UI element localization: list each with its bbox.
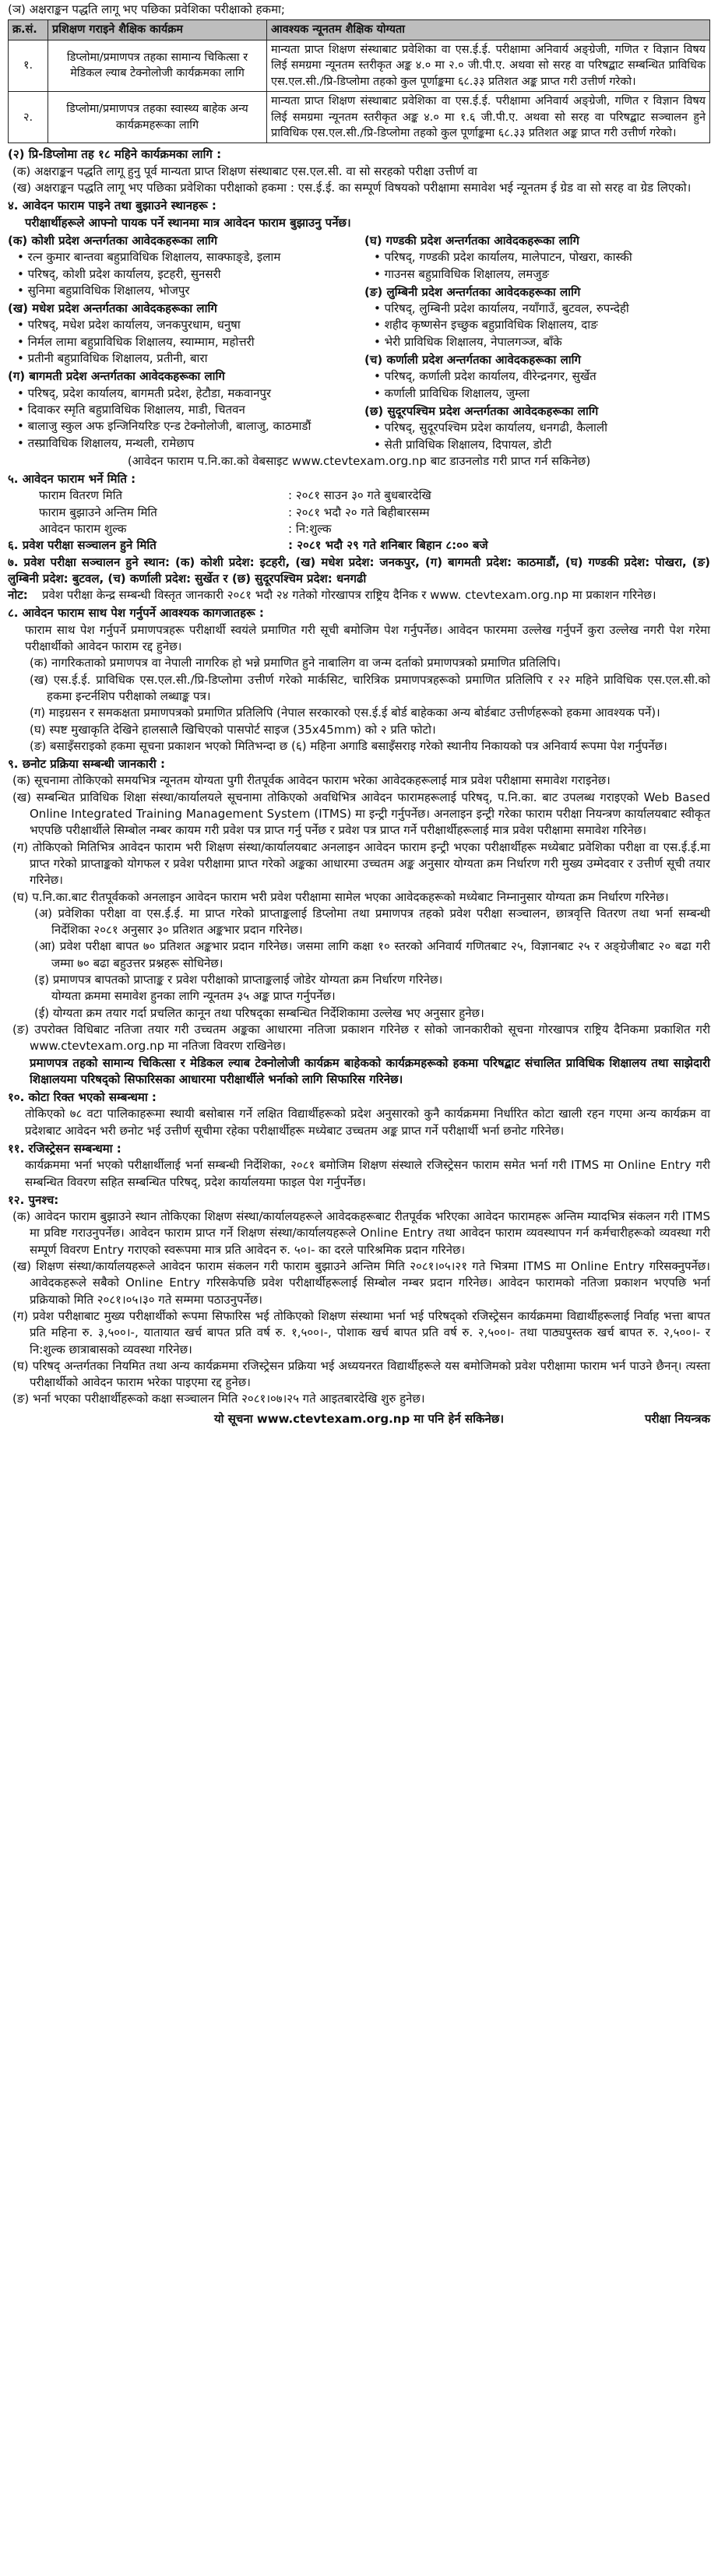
table-cell-program: डिप्लोमा/प्रमाणपत्र तहका स्वास्थ्य बाहेक अन्य कार्यक्रमहरूका लागि (48, 92, 267, 143)
section8-title: ८. आवेदन फाराम साथ पेश गर्नुपर्ने आवश्यक कागजातहरू : (8, 606, 264, 621)
centre-heading: (ङ) लुम्बिनी प्रदेश अन्तर्गतका आवेदकहरूका लागि (364, 284, 581, 299)
section10-title: १०. कोटा रिक्त भएको सम्बन्धमा : (8, 1090, 157, 1105)
table-cell-program: डिप्लोमा/प्रमाणपत्र तहका सामान्य चिकित्सा र मेडिकल ल्याब टेक्नोलोजी कार्यक्रमका लागि (48, 40, 267, 91)
table-cell-sn: २. (9, 92, 48, 143)
note-row (8, 587, 710, 604)
centre-item: • परिषद्, कोशी प्रदेश कार्यालय, इटहरी, सुनसरी (8, 266, 354, 283)
centre-item: • बालाजु स्कुल अफ इन्जिनियरिङ एन्ड टेक्नोलोजी, बालाजु, काठमाडौं (8, 418, 354, 435)
intro-line: (ञ) अक्षराङ्कन पद्धति लागू भए पछिका प्रवेशिका परीक्षाको हकमा; (8, 2, 285, 16)
section9-item: (ङ) उपरोक्त विधिबाट नतिजा तयार गरी उच्चतम अङ्कका आधारमा नतिजा प्रकाशन गरिनेछ र सोको जानकारीको सूचना गोरखापत्र राष्ट्रिय दैनिकमा प्रकाशित गरी www.ctevtexam.org.np मा नतिजा विवरण राखिनेछ। (12, 1022, 710, 1054)
centre-item: • तस्प्राविधिक शिक्षालय, मन्थली, रामेछाप (8, 435, 354, 452)
section8-item: (ग) माइग्रसन र समकक्षता प्रमाणपत्रको प्रमाणित प्रतिलिपि (नेपाल सरकारको एस.ई.ई बोर्ड बाहेकका अन्य बोर्डबाट उत्तीर्णहरूको हकमा आवश्यक पर्ने)। (30, 706, 660, 720)
section2-item: (ख) अक्षराङ्कन पद्धति लागू भए पछिका प्रवेशिका परीक्षाको हकमा : एस.ई.ई. का सम्पूर्ण विषयको परीक्षामा समावेश भई न्यूनतम ई ग्रेड वा सो सरह वा ग्रेड लिएको। (12, 181, 692, 195)
centre-item: • निर्मल लामा बहुप्राविधिक शिक्षालय, स्याम्माम, महोत्तरी (8, 334, 354, 350)
schedule-value: : २०८१ भदौ २० गते बिहीबारसम्म (288, 505, 430, 519)
schedule-value: : २०८१ साउन ३० गते बुधबारदेखि (288, 488, 431, 503)
section12-title: १२. पुनश्च: (8, 1192, 59, 1207)
footer-spacer (8, 1411, 101, 1427)
section9-item: (क) सूचनामा तोकिएको समयभित्र न्यूनतम योग्यता पुगी रीतपूर्वक आवेदन फाराम भरेका आवेदकहरूलाई मात्र प्रवेश परीक्षामा समावेश गराइनेछ। (12, 773, 611, 788)
section4-title: ४. आवेदन फाराम पाइने तथा बुझाउने स्थानहरू : (8, 199, 216, 213)
section2-title: (२) प्रि-डिप्लोमा तह १८ महिने कार्यक्रमका लागि : (8, 147, 222, 162)
section8-item: (ख) एस.ई.ई. प्राविधिक एस.एल.सी./प्रि-डिप्लोमा उत्तीर्ण गरेको मार्कसिट, चारित्रिक प्रमाणपत्रहरूको प्रमाणित प्रतिलिपि र २२ महिने प्राविधिक एस.एल.सी.को हकमा इन्टर्नशिप परीक्षाको लब्धाङ्क पत्र। (30, 672, 710, 703)
centre-heading: (ख) मधेश प्रदेश अन्तर्गतका आवेदकहरूका लागि (8, 301, 217, 316)
table-header-qualification: आवश्यक न्यूनतम शैक्षिक योग्यता (267, 20, 710, 40)
section9-item: (ग) तोकिएको मितिभित्र आवेदन फाराम भरी शिक्षण संस्था/कार्यालयबाट अनलाइन आवेदन फाराम इन्ट्री भएका परीक्षार्थीहरू मध्येबाट प्रवेशिका परीक्षा वा एस.ई.ई.मा प्राप्त गरेको प्राप्ताङ्कको योगफल र प्रवेश परीक्षामा प्राप्त गरेको अङ्कका आधारमा उच्चतम अङ्क अनुसार योग्यता क्रम निर्धारण गरी मुख्य उम्मेदवार र उत्तीर्ण सूची तयार गरिनेछ। (12, 839, 710, 888)
centres-right-column (364, 231, 710, 453)
section9-subitem: (इ) प्रमाणपत्र बापतको प्राप्ताङ्क र प्रवेश परीक्षाको प्राप्ताङ्कलाई जोडेर योग्यता क्रम निर्धारण गरिनेछ। (34, 973, 443, 987)
footer (8, 1411, 710, 1427)
section12-item: (घ) परिषद् अन्तर्गतका नियमित तथा अन्य कार्यक्रममा रजिस्ट्रेसन प्रक्रिया भई अध्ययनरत विद्यार्थीहरूले यस बमोजिमको प्रवेश परीक्षामा फाराम भर्न पाउने छैनन्। त्यस्ता परीक्षार्थीको आवेदन फाराम भरेका पाइएमा रद्द हुनेछ। (12, 1358, 710, 1390)
footer-signatory: परीक्षा नियन्त्रक (645, 1411, 710, 1426)
note-text: प्रवेश परीक्षा केन्द्र सम्बन्धी विस्तृत जानकारी २०८१ भदौ २४ गतेको गोरखापत्र राष्ट्रिय दैनिक र www. ctevtexam.org.np मा प्रकाशन गरिनेछ। (42, 588, 656, 603)
section8-item: (क) नागरिकताको प्रमाणपत्र वा नेपाली नागरिक हो भन्ने प्रमाणित हुने नाबालिग वा जन्म दर्ताको प्रमाणपत्रको प्रमाणित प्रतिलिपि। (30, 656, 561, 670)
download-note: (आवेदन फाराम प.नि.का.को वेबसाइट www.ctevtexam.org.np बाट डाउनलोड गरी प्राप्त गर्न सकिनेछ) (127, 453, 591, 468)
section9-item: (ख) सम्बन्धित प्राविधिक शिक्षा संस्था/कार्यालयले सूचनामा तोकिएको अवधिभित्र आवेदन फारामहरूलाई परिषद्, प.नि.का. बाट उपलब्ध गराइएको Web Based Online Integrated Training Management System (ITMS) मा इन्ट्री गर्नुपर्नेछ। अनलाइन इन्ट्री गरेका फाराम परीक्षा नियन्त्रण कार्यालयबाट स्वीकृत भएपछि परीक्षार्थीले सिम्बोल नम्बर कायम गरी प्रवेश पत्र प्राप्त गर्नु पर्नेछ र प्रवेश पत्र प्राप्त गर्ने परीक्षार्थीहरूलाई मात्र प्रवेश परीक्षामा समावेश गरिनेछ। (12, 790, 710, 838)
section12-item: (ङ) भर्ना भएका परीक्षार्थीहरूको कक्षा सञ्चालन मिति २०८१।०७।२५ गते आइतबारदेखि शुरु हुनेछ। (12, 1392, 425, 1406)
centre-item: • सेती प्राविधिक शिक्षालय, दिपायल, डोटी (364, 437, 710, 453)
centre-item: • रत्न कुमार बान्तवा बहुप्राविधिक शिक्षालय, साक्फाङ्डे, इलाम (8, 249, 354, 266)
schedule-row (8, 521, 710, 537)
table-cell-qualification: मान्यता प्राप्त शिक्षण संस्थाबाट प्रवेशिका वा एस.ई.ई. परीक्षामा अनिवार्य अङ्ग्रेजी, गणित र विज्ञान विषय लिई समग्रमा न्यूनतम स्तरीकृत अङ्क ४.० मा १.६ जी.पी.ए. अथवा सो सरह वा परिषद्बाट सञ्चालन हुने प्राविधिक एस.एल.सी./प्रि-डिप्लोमा तहको कुल पूर्णाङ्कमा ६८.३३ प्रतिशत अङ्क प्राप्त गरी उत्तीर्ण गरेको। (267, 92, 710, 143)
centre-item: • परिषद्, गण्डकी प्रदेश कार्यालय, मालेपाटन, पोखरा, कास्की (364, 249, 710, 266)
section9-title: ९. छनोट प्रक्रिया सम्बन्धी जानकारी : (8, 757, 166, 772)
section8-item: (घ) स्पष्ट मुखाकृति देखिने हालसालै खिचिएको पासपोर्ट साइज (35x45mm) को २ प्रति फोटो। (30, 722, 436, 737)
section9-minimum-score: योग्यता क्रममा समावेश हुनका लागि न्यूनतम ३५ अङ्क प्राप्त गर्नुपर्नेछ। (51, 989, 336, 1004)
section4-subtitle: परीक्षार्थीहरूले आफ्नो पायक पर्ने स्थानमा मात्र आवेदन फाराम बुझाउनु पर्नेछ। (25, 215, 351, 230)
centre-item: • परिषद्, मधेश प्रदेश कार्यालय, जनकपुरधाम, धनुषा (8, 317, 354, 333)
centre-heading: (छ) सुदूरपश्चिम प्रदेश अन्तर्गतका आवेदकहरूका लागि (364, 403, 599, 418)
table-header-row (9, 20, 710, 40)
schedule-value: : नि:शुल्क (288, 522, 332, 536)
centre-item: • सुनिमा बहुप्राविधिक शिक्षालय, भोजपुर (8, 283, 354, 299)
application-centres (8, 231, 710, 453)
schedule-label: फाराम वितरण मिति (39, 488, 123, 503)
centre-item: • भेरी प्राविधिक शिक्षालय, नेपालगञ्ज, बाँके (364, 334, 710, 350)
section11-title: ११. रजिस्ट्रेसन सम्बन्धमा : (8, 1141, 121, 1156)
schedule-row (8, 505, 710, 521)
centre-heading: (घ) गण्डकी प्रदेश अन्तर्गतका आवेदकहरूका लागि (364, 233, 579, 248)
schedule-label: फाराम बुझाउने अन्तिम मिति (39, 505, 157, 519)
section9-subitem: (अ) प्रवेशिका परीक्षा वा एस.ई.ई. मा प्राप्त गरेको प्राप्ताङ्कलाई डिप्लोमा तथा प्रमाणपत्र तहको प्रवेश परीक्षा सञ्चालन, छात्रवृत्ति वितरण तथा भर्ना सम्बन्धी निर्देशिका २०८१ अनुसार ३० प्रतिशत अङ्कभार प्रदान गरिनेछ। (34, 906, 710, 938)
section5-title: ५. आवेदन फाराम भर्ने मिति : (8, 472, 136, 487)
section12-item: (ख) शिक्षण संस्था/कार्यालयहरूले आवेदन फाराम संकलन गरी फाराम बुझाउने अन्तिम मिति २०८१।०५।२१ गते भित्रमा ITMS मा Online Entry गरिसक्नुपर्नेछ। आवेदकहरूले सबैको Online Entry गरिसकेपछि प्रवेश परीक्षार्थीहरूलाई सिम्बोल नम्बर प्रदान गरिनेछ। आवेदन फारामको नतिजा प्रकाशन भएपछि भर्ना प्रक्रियाको मिति २०८१।०५।३० गते सम्ममा पठाउनुपर्नेछ। (12, 1259, 710, 1307)
note-label: नोट: (8, 588, 28, 603)
table-row (9, 40, 710, 91)
centre-item: • परिषद्, लुम्बिनी प्रदेश कार्यालय, नयाँगाउँ, बुटवल, रुपन्देही (364, 301, 710, 317)
centre-item: • गाउनस बहुप्राविधिक शिक्षालय, लमजुङ (364, 266, 710, 283)
table-cell-sn: १. (9, 40, 48, 91)
schedule-label: आवेदन फाराम शुल्क (39, 522, 127, 536)
section11-text: कार्यक्रममा भर्ना भएको परीक्षार्थीलाई भर्ना सम्बन्धी निर्देशिका, २०८१ बमोजिम शिक्षण संस्थाले रजिस्ट्रेसन फाराम समेत भर्ना गरी ITMS मा Online Entry गरी सम्बन्धित विवरण सहित सम्बन्धित परिषद्, प्रदेश कार्यालयमा फाइल पेश गर्नुपर्नेछ। (25, 1158, 710, 1189)
table-header-sn: क्र.सं. (9, 20, 48, 40)
section9-subitem: (ई) योग्यता क्रम तयार गर्दा प्रचलित कानून तथा परिषद्का सम्बन्धित निर्देशिकामा उल्लेख भए अनुसार हुनेछ। (34, 1005, 484, 1020)
centre-heading: (ग) बागमती प्रदेश अन्तर्गतका आवेदकहरूका लागि (8, 369, 225, 384)
centre-item: • परिषद्, सुदूरपश्चिम प्रदेश कार्यालय, धनगढी, कैलाली (364, 420, 710, 436)
schedule-row (8, 487, 710, 504)
table-header-program: प्रशिक्षण गराइने शैक्षिक कार्यक्रम (48, 20, 267, 40)
centre-item: • शहीद कृष्णसेन इच्छुक बहुप्राविधिक शिक्षालय, दाङ (364, 317, 710, 333)
table-cell-qualification: मान्यता प्राप्त शिक्षण संस्थाबाट प्रवेशिका वा एस.ई.ई. परीक्षामा अनिवार्य अङ्ग्रेजी, गणित र विज्ञान विषय लिई समग्रमा न्यूनतम स्तरीकृत अङ्क ४.० मा २.० जी.पी.ए. अथवा सो सरह वा परिषद्बाट सम्बन्धित प्राविधिक एस.एल.सी./प्रि-डिप्लोमा तहको कुल पूर्णाङ्कमा ६८.३३ प्रतिशत अङ्क प्राप्त गरी उत्तीर्ण गरेको। (267, 40, 710, 91)
section2-item: (क) अक्षराङ्कन पद्धति लागू हुनु पूर्व मान्यता प्राप्त शिक्षण संस्थाबाट एस.एल.सी. वा सो सरहको परीक्षा उत्तीर्ण वा (12, 164, 477, 178)
centre-item: • कर्णाली प्राविधिक शिक्षालय, जुम्ला (364, 385, 710, 402)
centre-item: • दिवाकर स्मृति बहुप्राविधिक शिक्षालय, माडी, चितवन (8, 402, 354, 418)
section8-intro: फाराम साथ पेश गर्नुपर्ने प्रमाणपत्रहरू परीक्षार्थी स्वयंले प्रमाणित गरी सूची बमोजिम पेश गर्नुपर्नेछ। आवेदन फारममा उल्लेख गर्नुपर्ने कुरा उल्लेख नगरी पेश गरेमा परीक्षार्थीको आवेदन फाराम रद्द हुनेछ। (25, 622, 710, 654)
section7-text: ७. प्रवेश परीक्षा सञ्चालन हुने स्थान: (क) कोशी प्रदेश: इटहरी, (ख) मधेश प्रदेश: जनकपुर, (ग) बागमती प्रदेश: काठमाडौं, (घ) गण्डकी प्रदेश: पोखरा, (ङ) लुम्बिनी प्रदेश: बुटवल, (च) कर्णाली प्रदेश: सुर्खेत र (छ) सुदूरपश्चिम प्रदेश: धनगढी (8, 554, 710, 586)
section9-item: (घ) प.नि.का.बाट रीतपूर्वकको अनलाइन आवेदन फाराम भरी प्रवेश परीक्षामा सामेल भएका आवेदकहरूको मध्येबाट निम्नानुसार योग्यता क्रम निर्धारण गरिनेछ। (12, 889, 669, 904)
table-row (9, 92, 710, 143)
section6-label: ६. प्रवेश परीक्षा सञ्चालन हुने मिति (8, 538, 157, 553)
centre-item: • परिषद्, कर्णाली प्रदेश कार्यालय, वीरेन्द्रनगर, सुर्खेत (364, 368, 710, 385)
section9-subitem: (आ) प्रवेश परीक्षा बापत ७० प्रतिशत अङ्कभार प्रदान गरिनेछ। जसमा लागि कक्षा १० स्तरको अनिवार्य गणितबाट २५, विज्ञानबाट २५ र अङ्ग्रेजीबाट २० बढा गरी जम्मा ७० बढा बहुउत्तर प्रश्नहरू सोधिनेछ। (34, 939, 710, 970)
section6-value: : २०८१ भदौ २९ गते शनिबार बिहान ८:०० बजे (288, 538, 488, 553)
qualification-table (8, 19, 710, 143)
footer-website-note: यो सूचना www.ctevtexam.org.np मा पनि हेर्न सकिनेछ। (213, 1411, 505, 1426)
section6-row (8, 537, 710, 554)
centre-item: • प्रतीनी बहुप्राविधिक शिक्षालय, प्रतीनी, बारा (8, 350, 354, 367)
section12-item: (ग) प्रवेश परीक्षाबाट मुख्य परीक्षार्थीको रूपमा सिफारिस भई तोकिएको शिक्षण संस्थामा भर्ना भई परिषद्को रजिस्ट्रेसन कार्यक्रममा विद्यार्थीहरूलाई निर्वाह भत्ता बापत प्रति महिना रु. ३,५००।-, यातायात खर्च बापत प्रति वर्ष रु. १,५००।-, पोशाक खर्च बापत प्रति वर्ष रु. २,५००।- तथा पाठ्यपुस्तक खर्च बापत रु. २,५००।- र नि:शुल्क छात्राबासको व्यवस्था गरिनेछ। (12, 1308, 710, 1357)
centre-heading: (च) कर्णाली प्रदेश अन्तर्गतका आवेदकहरूका लागि (364, 353, 581, 368)
section10-text: तोकिएको ७८ वटा पालिकाहरूमा स्थायी बसोबास गर्ने लक्षित विद्यार्थीहरूको प्रदेश अनुसारको कुनै कार्यक्रममा निर्धारित कोटा खाली रहन गएमा अन्य कार्यक्रम वा प्रदेशबाट आवेदन भरी छनोट भई उत्तीर्ण सूचीमा रहेका परीक्षार्थीहरू मध्येबाट उच्चतम अङ्क प्राप्त गर्ने परीक्षार्थी भर्ना छनोट गरिनेछ। (25, 1107, 710, 1138)
section9-recommendation: प्रमाणपत्र तहको सामान्य चिकित्सा र मेडिकल ल्याब टेक्नोलोजी कार्यक्रम बाहेकको कार्यक्रमहरूको हकमा परिषद्बाट संचालित प्राविधिक शिक्षालय तथा साझेदारी शिक्षालयमा परिषद्को सिफारिसका आधारमा परीक्षार्थीले भर्नाको लागि सिफारिस गरिनेछ। (30, 1055, 710, 1086)
centres-left-column (8, 231, 354, 453)
section12-item: (क) आवेदन फाराम बुझाउने स्थान तोकिएका शिक्षण संस्था/कार्यालयहरूले आवेदकहरूबाट रीतपूर्वक भरिएका आवेदन फारामहरू अन्तिम म्यादभित्र संकलन गरी ITMS मा प्रविष्ट गराउनुपर्नेछ। आवेदन फाराम प्राप्त गर्ने शिक्षण संस्था/कार्यालयहरूले Online Entry तथा आवेदन फाराम व्यवस्थापन गर्न कर्मचारीहरूको व्यवस्था गरी सम्पूर्ण विवरण Entry गराएको स्वरूपमा मात्र प्रति आवेदन रु. ५०।- का दरले पारिश्रमिक प्रदान गरिनेछ। (12, 1209, 710, 1257)
centre-item: • परिषद्, प्रदेश कार्यालय, बागमती प्रदेश, हेटौडा, मकवानपुर (8, 385, 354, 402)
centre-heading: (क) कोशी प्रदेश अन्तर्गतका आवेदकहरूका लागि (8, 233, 218, 248)
section8-item: (ङ) बसाइँसराइको हकमा सूचना प्रकाशन भएको मितिभन्दा छ (६) महिना अगाडि बसाइँसराइ गरेको स्थानीय निकायको पत्र अनिवार्य रूपमा पेश गर्नुपर्नेछ। (30, 738, 667, 753)
